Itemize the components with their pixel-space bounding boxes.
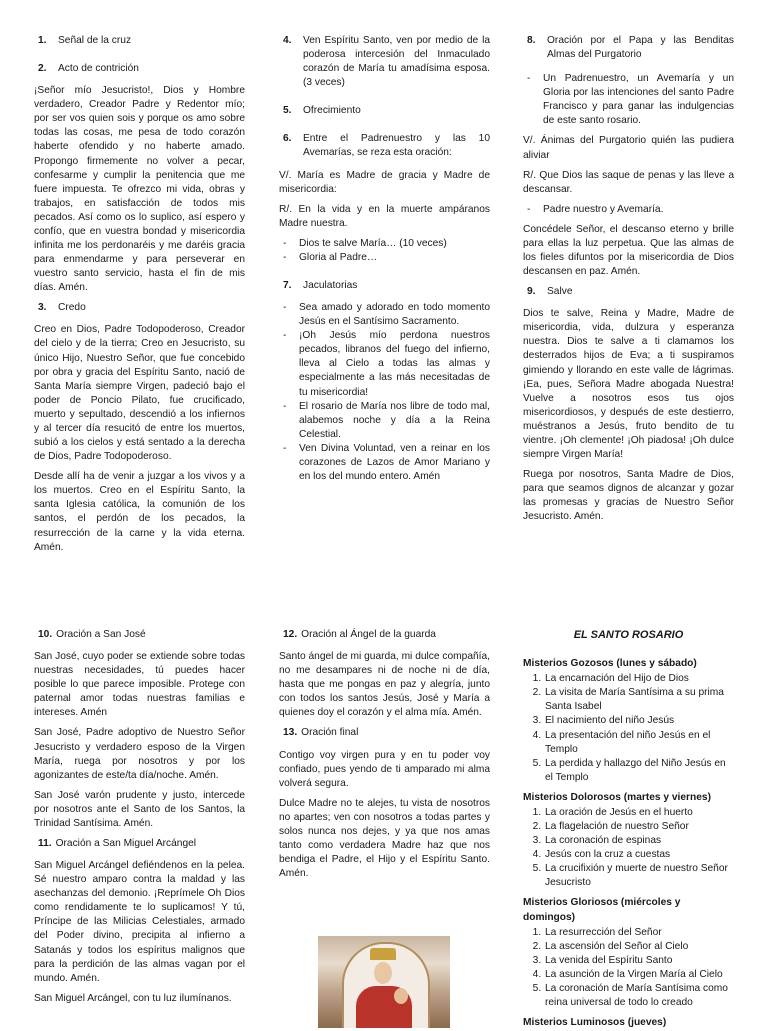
list-item: 1. La oración de Jesús en el huerto: [544, 806, 734, 820]
column-2: [279, 34, 490, 490]
list-item: - Gloria al Padre…: [279, 251, 490, 265]
versiculo-1: V/. María es Madre de gracia y Madre de misericordia:: [279, 169, 490, 195]
list-item: 5. La crucifixión y muerte de nuestro Señor Jesucristo: [544, 862, 734, 890]
list-jaculatorias: [279, 301, 490, 484]
jose-text-1: San José, cuyo poder se extiende sobre todas nuestras necesidades, tú puedes hacer posible lo que parece imposible. Protege con paternal amor todas nuestras familias e intereses. Amén: [34, 651, 245, 719]
ruega-text: Ruega por nosotros, Santa Madre de Dios, para que seamos dignos de alcanzar y gozar las promesas y gracias de Nuestro Señor Jesucristo. Amén.: [523, 469, 734, 523]
list-item: 3. La venida del Espíritu Santo: [544, 954, 734, 968]
column-6: [523, 628, 734, 1031]
heading-oracion-papa: 8. Oración por el Papa y las Benditas Almas del Purgatorio: [527, 35, 734, 61]
rosario-title: EL SANTO ROSARIO: [573, 629, 684, 641]
concedele-text: Concédele Señor, el descanso eterno y brille para ellas la luz perpetua. Que las almas de los fieles difuntos por la misericordia de Dios descansen en paz. Amén.: [523, 223, 734, 278]
misterios-gloriosos-title: Misterios Gloriosos (miércoles y domingos): [523, 897, 681, 923]
list-item: - Padre nuestro y Avemaría.: [523, 203, 734, 217]
heading-san-miguel: 11. Oración a San Miguel Arcángel: [38, 838, 197, 850]
list-item: 3. El nacimiento del niño Jesús: [544, 714, 734, 728]
credo-text-2: Desde allí ha de venir a juzgar a los vivos y a los muertos. Creo en el Espíritu Santo, la santa Iglesia católica, la comunión de los santos, el perdón de los pecados, la resurrección de la carne y la vida eterna. Amén.: [34, 471, 245, 553]
final-text-1: Contigo voy virgen pura y en tu poder voy confiado, pues yendo de ti amparado mi alma volverá segura.: [279, 749, 490, 789]
list-item: - Dios te salve María… (10 veces): [279, 237, 490, 251]
list-item: - Sea amado y adorado en todo momento Jesús en el Santísimo Sacramento.: [279, 301, 490, 329]
versiculo-2: V/. Ánimas del Purgatorio quién las pudiera aliviar: [523, 135, 734, 161]
heading-san-jose: 10. Oración a San José: [38, 629, 146, 640]
angel-text: Santo ángel de mi guarda, mi dulce compañía, no me desampares ni de noche ni de día, hasta que me pongas en paz y alegría, junto con todos los santos Jesús, José y María a quienes doy el corazón y el alma mía. Amén.: [279, 651, 490, 719]
list-item: 5. La coronación de María Santísima como reina universal de todo lo creado: [544, 982, 734, 1010]
column-1: [34, 34, 245, 561]
jose-text-3: San José varón prudente y justo, intercede por nosotros ante el Santo de los Santos, la Trinidad Santísima. Amén.: [34, 789, 245, 829]
column-5: [279, 628, 490, 887]
list-item: 4. La asunción de la Virgen María al Cielo: [544, 968, 734, 982]
list-item: - Ven Divina Voluntad, ven a reinar en los corazones de Lazos de Amor Mariano y en los del mundo entero. Amén: [279, 442, 490, 484]
column-3: [523, 34, 734, 530]
list-padrenuestro: [523, 203, 734, 217]
respuesta-2: R/. Que Dios las saque de penas y las lleve a descansar.: [523, 169, 734, 195]
misterios-dolorosos-list: [523, 806, 734, 890]
list-oracion-papa: [523, 72, 734, 128]
misterios-gozosos-list: [523, 672, 734, 785]
face-shape: [374, 962, 392, 984]
list-avemarias: [279, 237, 490, 265]
child-shape: [394, 988, 408, 1004]
list-item: 3. La coronación de espinas: [544, 834, 734, 848]
credo-text-1: Creo en Dios, Padre Todopoderoso, Creador del cielo y de la tierra; Creo en Jesucristo, su único Hijo, Nuestro Señor, que fue concebido por obra y gracia del Espíritu Santo, nació de Santa María siempre Virgen, padeció bajo el poder de Poncio Pilato, fue crucificado, muerto y sepultado, descendió a los infiernos y al tercer día resucitó de entre los muertos, subió a los cielos y está sentado a la derecha de Dios, Padre Todopoderoso.: [34, 324, 245, 463]
heading-oracion-final: 13. Oración final: [283, 727, 359, 739]
heading-senal-cruz: 1. Señal de la cruz: [38, 35, 132, 46]
list-item: - ¡Oh Jesús mío perdona nuestros pecados, libranos del fuego del infierno, lleva al Cielo a todas las almas y especialmente a las más necesitadas de tu misericordia!: [279, 329, 490, 399]
heading-acto-contricion: 2. Acto de contrición: [38, 63, 139, 75]
heading-jaculatorias: 7. Jaculatorias: [283, 280, 358, 292]
list-item: 1. La encarnación del Hijo de Dios: [544, 672, 734, 686]
crown-shape: [370, 948, 396, 960]
heading-credo: 3. Credo: [38, 302, 86, 314]
misterios-gloriosos-list: [523, 926, 734, 1010]
list-item: - Un Padrenuestro, un Avemaría y un Gloria por las intenciones del santo Padre Francisco y para ganar las indulgencias de este santo rosario.: [523, 72, 734, 128]
list-item: 2. La ascensión del Señor al Cielo: [544, 940, 734, 954]
list-item: 2. La flagelación de nuestro Señor: [544, 820, 734, 834]
misterios-luminosos-title: Misterios Luminosos (jueves): [523, 1017, 667, 1029]
list-item: 1. La resurrección del Señor: [544, 926, 734, 940]
miguel-text-1: San Miguel Arcángel defiéndenos en la pelea. Sé nuestro amparo contra la maldad y las asechanzas del demonio. ¡Reprímele Oh Dios como rendidamente te lo suplicamos! Y tú, Príncipe de las Milicias Celestiales, armado del Poder divino, precipita al infierno a Satanás y todos los espíritus malignos que para la perdición de las almas vagan por el mundo. Amén.: [34, 860, 245, 984]
salve-text: Dios te salve, Reina y Madre, Madre de misericordia, vida, dulzura y esperanza nuestra. Dios te salve a ti clamamos los desterrados hijos de Eva; a ti suspiramos gimiendo y llorando en este valle de lágrimas. ¡Ea, pues, Señora Madre abogada Nuestra! Vuelve a nosotros esos tus ojos misericordiosos, y después de este destierro, muéstranos a Jesús, fruto bendito de tu vientre. ¡Oh clemente! ¡Oh piadosa! ¡Oh dulce siempre Virgen María!: [523, 308, 734, 461]
miguel-text-2: San Miguel Arcángel, con tu luz ilumínanos.: [34, 992, 232, 1004]
respuesta-1: R/. En la vida y en la muerte ampáranos Madre nuestra.: [279, 203, 490, 229]
list-item: 4. Jesús con la cruz a cuestas: [544, 848, 734, 862]
list-item: 2. La visita de María Santísima a su prima Santa Isabel: [544, 686, 734, 714]
heading-salve: 9. Salve: [527, 286, 573, 298]
list-item: 5. La perdida y hallazgo del Niño Jesús en el Templo: [544, 757, 734, 785]
heading-angel-guarda: 12. Oración al Ángel de la guarda: [283, 629, 436, 640]
column-4: [34, 628, 245, 1012]
heading-ofrecimiento: 5. Ofrecimiento: [283, 105, 361, 117]
jose-text-2: San José, Padre adoptivo de Nuestro Señor Jesucristo y verdadero esposo de la Virgen María, ruega por nosotros y por los agonizantes de este/ta día/noche. Amén.: [34, 727, 245, 781]
list-item: - El rosario de María nos libre de todo mal, alabemos noche y día a la Reina Celestial.: [279, 400, 490, 442]
misterios-gozosos-title: Misterios Gozosos (lunes y sábado): [523, 658, 697, 670]
heading-padrenuestro: 6. Entre el Padrenuestro y las 10 Avemarías, se reza esta oración:: [283, 133, 490, 159]
list-item: 4. La presentación del niño Jesús en el Templo: [544, 729, 734, 757]
misterios-dolorosos-title: Misterios Dolorosos (martes y viernes): [523, 791, 711, 803]
heading-ven-espiritu: 4. Ven Espíritu Santo, ven por medio de la poderosa intercesión del Inmaculado corazón de María tu amadísima esposa. (3 veces): [283, 35, 490, 89]
final-text-2: Dulce Madre no te alejes, tu vista de nosotros no apartes; ven con nosotros a todas partes y solos nunca nos dejes, y ya que nos amas tanto como verdadera Madre haz que nos bendiga el Padre, el Hijo y el Espíritu Santo. Amén.: [279, 797, 490, 880]
contricion-text: ¡Señor mío Jesucristo!, Dios y Hombre verdadero, Creador Padre y Redentor mío; por ser vos quien sois y porque os amo sobre todas las cosas, me pesa de todo corazón haberte ofendido y no haberte amado. Propongo firmemente no volver a pecar, confesarme y cumplir la penitencia que me fuere impuesta. Te ofrezco mi vida, obras y trabajos, en satisfacción de todos mis pecados. Así como os lo suplico, así espero y confío, que en vuestra bondad y misericordia infinita me los perdonaréis y me daréis gracia para enmendarme y para perseverar en vuestro santo servicio, hasta el fin de mis días. Amén.: [34, 85, 245, 294]
virgin-mary-image: [318, 936, 450, 1028]
